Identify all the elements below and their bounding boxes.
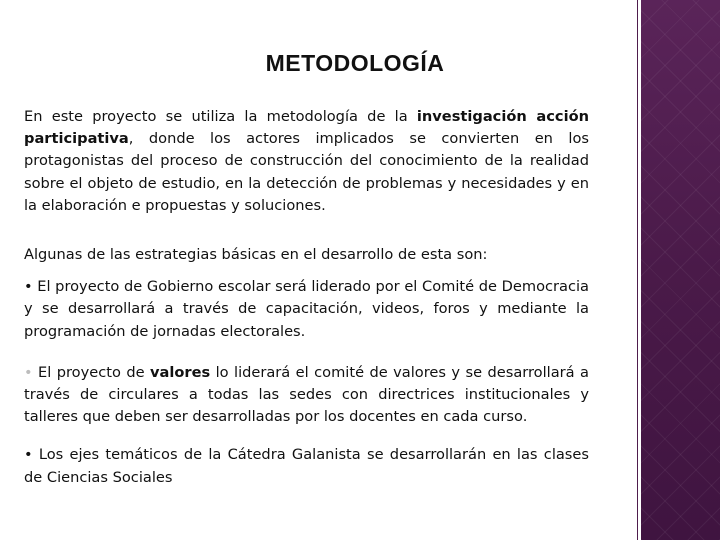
intro-text-start: En este proyecto se utiliza la metodología de la: [24, 108, 417, 125]
decorative-divider: [637, 0, 638, 540]
intro-text-end: , donde los actores implicados se convierten en los protagonistas del proceso de construcción del conocimiento de la realidad sobre el objeto de estudio, en la detección de problemas y necesidades y en la elaboración e propuestas y soluciones.: [24, 130, 589, 214]
decorative-side-panel: [641, 0, 720, 540]
bullet-valores: [24, 362, 589, 429]
intro-paragraph: [24, 106, 589, 217]
strategies-lead: Algunas de las estrategias básicas en el desarrollo de esta son:: [24, 246, 488, 264]
bullet-valores-start: El proyecto de: [32, 363, 150, 381]
bullet-gobierno-escolar: • El proyecto de Gobierno escolar será liderado por el Comité de Democracia y se desarrollará a través de capacitación, videos, foros y mediante la programación de jornadas electorales.: [24, 278, 589, 340]
intro-emphasis: investigación acción participativa: [24, 108, 589, 148]
bullet-catedra-galanista: • Los ejes temáticos de la Cátedra Galanista se desarrollarán en las clases de Ciencias Sociales: [24, 446, 589, 486]
bullet-valores-end: lo liderará el comité de valores y se desarrollará a través de circulares a todas las sedes con directrices institucionales y talleres que deben ser desarrolladas por los docentes en cada curso.: [24, 363, 589, 426]
bullet-marker: •: [24, 363, 33, 381]
slide-title: METODOLOGÍA: [265, 50, 445, 76]
valores-emphasis: valores: [150, 363, 211, 381]
slide-body: [24, 106, 589, 489]
